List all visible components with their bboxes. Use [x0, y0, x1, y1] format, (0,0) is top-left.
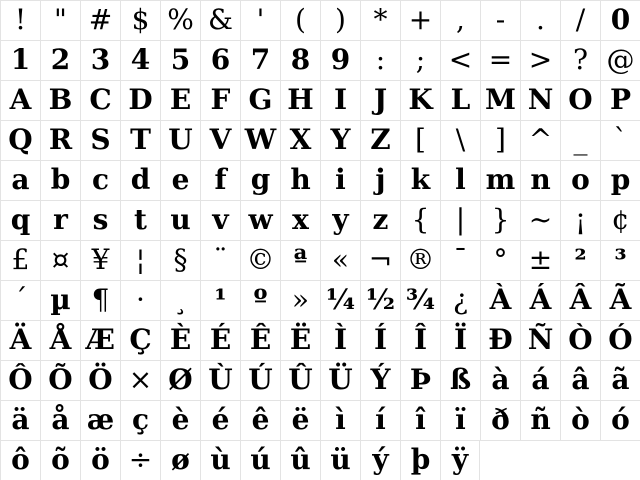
glyph-cell: 8 [280, 41, 320, 80]
glyph-cell: ` [600, 121, 640, 160]
glyph-cell: 6 [200, 41, 240, 80]
glyph-cell: - [480, 1, 520, 40]
glyph-cell: É [200, 321, 240, 360]
glyph-cell: Ò [560, 321, 600, 360]
glyph-cell: ï [440, 401, 480, 440]
glyph-cell: b [40, 161, 80, 200]
glyph-cell: [ [400, 121, 440, 160]
glyph-cell: = [480, 41, 520, 80]
glyph-cell: | [440, 201, 480, 240]
glyph-cell: ù [200, 441, 240, 480]
glyph-cell: û [280, 441, 320, 480]
glyph-cell: \ [440, 121, 480, 160]
glyph-cell: ~ [520, 201, 560, 240]
glyph-cell: f [200, 161, 240, 200]
glyph-cell: r [40, 201, 80, 240]
glyph-cell: ³ [600, 241, 640, 280]
glyph-cell: ¥ [80, 241, 120, 280]
glyph-cell: ] [480, 121, 520, 160]
glyph-cell: õ [40, 441, 80, 480]
glyph-cell: O [560, 81, 600, 120]
glyph-cell: ß [440, 361, 480, 400]
glyph-cell: l [440, 161, 480, 200]
glyph-cell: y [320, 201, 360, 240]
glyph-cell: ( [280, 1, 320, 40]
glyph-cell: t [120, 201, 160, 240]
glyph-cell: 9 [320, 41, 360, 80]
glyph-cell: × [120, 361, 160, 400]
glyph-cell: â [560, 361, 600, 400]
glyph-cell: ë [280, 401, 320, 440]
glyph-cell: o [560, 161, 600, 200]
glyph-cell: G [240, 81, 280, 120]
glyph-cell: Ø [160, 361, 200, 400]
glyph-cell: E [160, 81, 200, 120]
glyph-cell: è [160, 401, 200, 440]
glyph-cell: ¬ [360, 241, 400, 280]
glyph-cell: d [120, 161, 160, 200]
glyph-cell: e [160, 161, 200, 200]
glyph-cell: ú [240, 441, 280, 480]
glyph-cell: ì [320, 401, 360, 440]
glyph-row [0, 360, 640, 400]
glyph-cell: ¸ [160, 281, 200, 320]
glyph-cell: Ü [320, 361, 360, 400]
glyph-cell: x [280, 201, 320, 240]
glyph-cell: á [520, 361, 560, 400]
glyph-cell: N [520, 81, 560, 120]
glyph-cell: + [400, 1, 440, 40]
glyph-row [0, 160, 640, 200]
glyph-cell: Î [400, 321, 440, 360]
glyph-cell: ã [600, 361, 640, 400]
glyph-cell: Ë [280, 321, 320, 360]
glyph-cell: 3 [80, 41, 120, 80]
glyph-cell: í [360, 401, 400, 440]
glyph-cell: q [0, 201, 40, 240]
glyph-cell: v [200, 201, 240, 240]
glyph-cell: « [320, 241, 360, 280]
glyph-cell: } [480, 201, 520, 240]
glyph-cell: _ [560, 121, 600, 160]
glyph-cell: Ñ [520, 321, 560, 360]
glyph-row [0, 80, 640, 120]
glyph-cell: ä [0, 401, 40, 440]
glyph-cell: ö [80, 441, 120, 480]
glyph-cell: ÷ [120, 441, 160, 480]
glyph-cell: ó [600, 401, 640, 440]
glyph-cell: · [120, 281, 160, 320]
glyph-cell: Á [520, 281, 560, 320]
glyph-cell: s [80, 201, 120, 240]
glyph-cell: ± [520, 241, 560, 280]
glyph-cell: ò [560, 401, 600, 440]
glyph-cell: ¯ [440, 241, 480, 280]
glyph-cell: T [120, 121, 160, 160]
glyph-row [0, 0, 640, 40]
glyph-row [0, 440, 640, 480]
glyph-cell: S [80, 121, 120, 160]
glyph-cell: À [480, 281, 520, 320]
glyph-cell: ° [480, 241, 520, 280]
glyph-cell: ª [280, 241, 320, 280]
glyph-cell: ¦ [120, 241, 160, 280]
glyph-cell: * [360, 1, 400, 40]
glyph-cell: 1 [0, 41, 40, 80]
glyph-cell: ½ [360, 281, 400, 320]
glyph-cell: m [480, 161, 520, 200]
glyph-cell: 5 [160, 41, 200, 80]
glyph-cell: º [240, 281, 280, 320]
glyph-cell: : [360, 41, 400, 80]
glyph-cell: V [200, 121, 240, 160]
glyph-cell: æ [80, 401, 120, 440]
glyph-cell: B [40, 81, 80, 120]
glyph-row [0, 40, 640, 80]
glyph-cell: p [600, 161, 640, 200]
glyph-cell: Û [280, 361, 320, 400]
glyph-cell: ô [0, 441, 40, 480]
glyph-cell: U [160, 121, 200, 160]
glyph-row [0, 240, 640, 280]
glyph-cell: ¢ [600, 201, 640, 240]
glyph-row [0, 200, 640, 240]
glyph-cell: % [160, 1, 200, 40]
glyph-cell: K [400, 81, 440, 120]
glyph-cell: & [200, 1, 240, 40]
glyph-cell: Ý [360, 361, 400, 400]
glyph-cell: » [280, 281, 320, 320]
glyph-cell: W [240, 121, 280, 160]
glyph-cell: H [280, 81, 320, 120]
glyph-cell: Q [0, 121, 40, 160]
glyph-cell: Ó [600, 321, 640, 360]
glyph-cell: ¹ [200, 281, 240, 320]
glyph-cell: 4 [120, 41, 160, 80]
glyph-row [0, 320, 640, 360]
glyph-cell: £ [0, 241, 40, 280]
glyph-cell: ; [400, 41, 440, 80]
glyph-cell: ü [320, 441, 360, 480]
glyph-cell: Ê [240, 321, 280, 360]
glyph-cell: Æ [80, 321, 120, 360]
glyph-cell: i [320, 161, 360, 200]
glyph-cell: C [80, 81, 120, 120]
glyph-cell: z [360, 201, 400, 240]
glyph-cell: g [240, 161, 280, 200]
glyph-cell: Í [360, 321, 400, 360]
glyph-cell: ' [240, 1, 280, 40]
glyph-cell: ) [320, 1, 360, 40]
glyph-cell: , [440, 1, 480, 40]
glyph-cell: ê [240, 401, 280, 440]
glyph-cell: ø [160, 441, 200, 480]
glyph-cell: Ú [240, 361, 280, 400]
glyph-cell: ¿ [440, 281, 480, 320]
glyph-cell: Â [560, 281, 600, 320]
glyph-cell: Ã [600, 281, 640, 320]
glyph-cell: Å [40, 321, 80, 360]
glyph-cell: þ [400, 441, 440, 480]
glyph-cell: . [520, 1, 560, 40]
glyph-cell: $ [120, 1, 160, 40]
glyph-cell: X [280, 121, 320, 160]
glyph-cell: ý [360, 441, 400, 480]
glyph-cell: 7 [240, 41, 280, 80]
glyph-cell: ¡ [560, 201, 600, 240]
glyph-cell: Z [360, 121, 400, 160]
glyph-cell: ¶ [80, 281, 120, 320]
glyph-cell: Ö [80, 361, 120, 400]
glyph-cell: ¨ [200, 241, 240, 280]
glyph-cell: ¾ [400, 281, 440, 320]
glyph-cell: Ù [200, 361, 240, 400]
glyph-cell: µ [40, 281, 80, 320]
glyph-cell: c [80, 161, 120, 200]
glyph-cell: I [320, 81, 360, 120]
glyph-cell: Õ [40, 361, 80, 400]
glyph-cell: D [120, 81, 160, 120]
glyph-cell: @ [600, 41, 640, 80]
glyph-cell: A [0, 81, 40, 120]
glyph-cell: î [400, 401, 440, 440]
glyph-cell: ! [0, 1, 40, 40]
glyph-cell: Þ [400, 361, 440, 400]
glyph-cell: ð [480, 401, 520, 440]
glyph-cell: å [40, 401, 80, 440]
glyph-cell: M [480, 81, 520, 120]
glyph-cell: Ì [320, 321, 360, 360]
glyph-cell: { [400, 201, 440, 240]
glyph-cell: Ç [120, 321, 160, 360]
glyph-cell: Ð [480, 321, 520, 360]
glyph-cell: ? [560, 41, 600, 80]
glyph-row [0, 120, 640, 160]
glyph-cell: h [280, 161, 320, 200]
glyph-cell: È [160, 321, 200, 360]
glyph-cell: © [240, 241, 280, 280]
glyph-cell: R [40, 121, 80, 160]
glyph-cell: 2 [40, 41, 80, 80]
glyph-cell: Ä [0, 321, 40, 360]
glyph-cell: > [520, 41, 560, 80]
glyph-cell: w [240, 201, 280, 240]
glyph-cell: Y [320, 121, 360, 160]
glyph-cell: n [520, 161, 560, 200]
glyph-cell: k [400, 161, 440, 200]
glyph-cell: / [560, 1, 600, 40]
glyph-cell: " [40, 1, 80, 40]
glyph-cell: L [440, 81, 480, 120]
glyph-cell: ^ [520, 121, 560, 160]
glyph-cell: Ô [0, 361, 40, 400]
glyph-cell: J [360, 81, 400, 120]
glyph-cell: Ï [440, 321, 480, 360]
glyph-cell: ñ [520, 401, 560, 440]
glyph-cell: ´ [0, 281, 40, 320]
glyph-cell: é [200, 401, 240, 440]
glyph-cell: ç [120, 401, 160, 440]
glyph-cell: a [0, 161, 40, 200]
glyph-cell: 0 [600, 1, 640, 40]
glyph-cell: ¤ [40, 241, 80, 280]
glyph-cell: u [160, 201, 200, 240]
glyph-cell: j [360, 161, 400, 200]
glyph-cell: § [160, 241, 200, 280]
glyph-cell: ® [400, 241, 440, 280]
glyph-row [0, 280, 640, 320]
glyph-cell: ² [560, 241, 600, 280]
glyph-cell: < [440, 41, 480, 80]
glyph-row [0, 400, 640, 440]
glyph-cell: ¼ [320, 281, 360, 320]
glyph-cell: à [480, 361, 520, 400]
glyph-cell: # [80, 1, 120, 40]
glyph-cell: P [600, 81, 640, 120]
glyph-cell: ÿ [440, 441, 480, 480]
glyph-cell: F [200, 81, 240, 120]
